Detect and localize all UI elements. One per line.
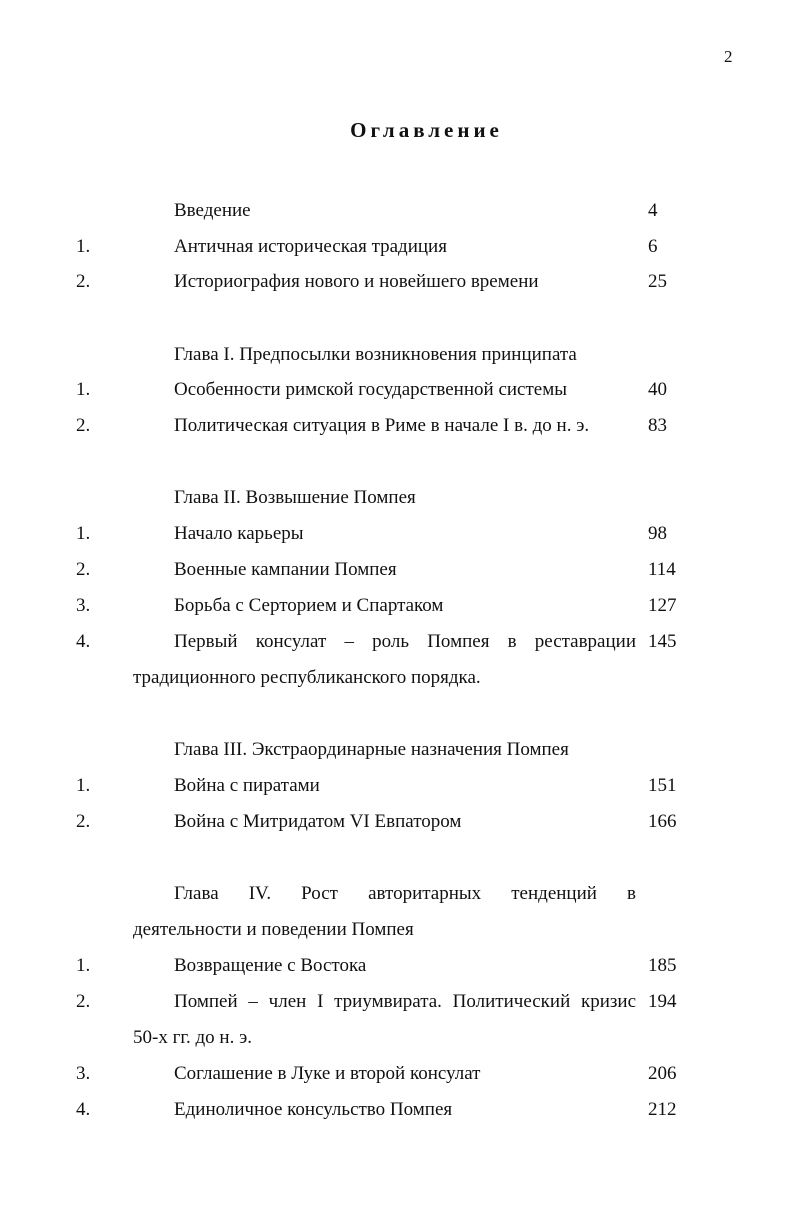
toc-entry-number: 2.	[76, 415, 91, 436]
toc-entry-title: Война с пиратами	[174, 775, 320, 796]
toc-entry-title: Введение	[174, 200, 251, 221]
toc-entry-title: Историография нового и новейшего времени	[174, 271, 539, 292]
toc-entry-page: 166	[648, 811, 677, 832]
toc-entry-number: 1.	[76, 379, 91, 400]
toc-entry-title: Помпей – член I триумвирата. Политический кризис	[174, 991, 636, 1012]
toc-entry-number: 2.	[76, 811, 91, 832]
chapter-heading	[0, 737, 793, 763]
toc-entry	[0, 413, 793, 439]
toc-entry-title: Борьба с Серторием и Спартаком	[174, 595, 444, 616]
toc-entry-page: 212	[648, 1099, 677, 1120]
toc-entry-page: 40	[648, 379, 667, 400]
toc-entry	[0, 521, 793, 547]
chapter-heading	[0, 342, 793, 368]
toc-entry-page: 151	[648, 775, 677, 796]
toc-entry	[0, 593, 793, 619]
toc-entry	[0, 773, 793, 799]
toc-entry	[0, 809, 793, 835]
toc-entry-title-cont: 50-х гг. до н. э.	[133, 1027, 253, 1048]
toc-entry-page: 25	[648, 271, 667, 292]
toc-entry-number: 3.	[76, 595, 91, 616]
toc-entry-title: Возвращение с Востока	[174, 955, 367, 976]
toc-entry-title: Начало карьеры	[174, 523, 304, 544]
toc-entry-page: 145	[648, 631, 677, 652]
toc-entry-page: 127	[648, 595, 677, 616]
page-number: 2	[724, 47, 733, 66]
toc-entry-continuation	[0, 1025, 793, 1051]
toc-entry-number: 2.	[76, 271, 91, 292]
chapter-heading-text: Глава I. Предпосылки возникновения принципата	[174, 344, 577, 365]
toc-entry-number: 4.	[76, 631, 91, 652]
toc-entry	[0, 953, 793, 979]
toc-entry	[0, 557, 793, 583]
chapter-heading-text: Глава II. Возвышение Помпея	[174, 487, 416, 508]
toc-entry	[0, 629, 793, 655]
toc-entry-page: 98	[648, 523, 667, 544]
chapter-heading-text: Глава III. Экстраординарные назначения Помпея	[174, 739, 569, 760]
toc-entry	[0, 198, 793, 224]
chapter-heading	[0, 881, 793, 907]
toc-entry-title: Единоличное консульство Помпея	[174, 1099, 453, 1120]
toc-entry-page: 4	[648, 200, 658, 221]
toc-entry	[0, 377, 793, 403]
toc-entry-page: 194	[648, 991, 677, 1012]
chapter-heading	[0, 485, 793, 511]
toc-entry	[0, 1097, 793, 1123]
toc-entry-title: Особенности римской государственной системы	[174, 379, 567, 400]
toc-entry-title: Античная историческая традиция	[174, 236, 447, 257]
toc-entry-number: 1.	[76, 955, 91, 976]
toc-entry	[0, 234, 793, 260]
toc-entry-number: 2.	[76, 991, 91, 1012]
toc-entry-number: 4.	[76, 1099, 91, 1120]
toc-entry-title-cont: традиционного республиканского порядка.	[133, 667, 481, 688]
toc-entry-number: 1.	[76, 775, 91, 796]
toc-entry-number: 1.	[76, 236, 91, 257]
toc-entry-page: 114	[648, 559, 676, 580]
toc-entry	[0, 989, 793, 1015]
page-title: Оглавление	[350, 118, 503, 142]
toc-entry-page: 185	[648, 955, 677, 976]
toc-entry	[0, 1061, 793, 1087]
toc-entry	[0, 269, 793, 295]
toc-entry-number: 2.	[76, 559, 91, 580]
toc-entry-title: Война с Митридатом VI Евпатором	[174, 811, 462, 832]
toc-entry-title: Соглашение в Луке и второй консулат	[174, 1063, 481, 1084]
toc-entry-number: 1.	[76, 523, 91, 544]
toc-entry-page: 6	[648, 236, 658, 257]
toc-entry-page: 206	[648, 1063, 677, 1084]
toc-entry-title: Военные кампании Помпея	[174, 559, 397, 580]
chapter-heading-text-cont: деятельности и поведении Помпея	[133, 919, 414, 940]
toc-entry-page: 83	[648, 415, 667, 436]
toc-entry-continuation	[0, 665, 793, 691]
chapter-heading-text: Глава IV. Рост авторитарных тенденций в	[174, 883, 636, 904]
chapter-heading-continuation	[0, 917, 793, 943]
toc-entry-number: 3.	[76, 1063, 91, 1084]
toc-entry-title: Политическая ситуация в Риме в начале I в. до н. э.	[174, 415, 590, 436]
toc-entry-title: Первый консулат – роль Помпея в реставрации	[174, 631, 636, 652]
